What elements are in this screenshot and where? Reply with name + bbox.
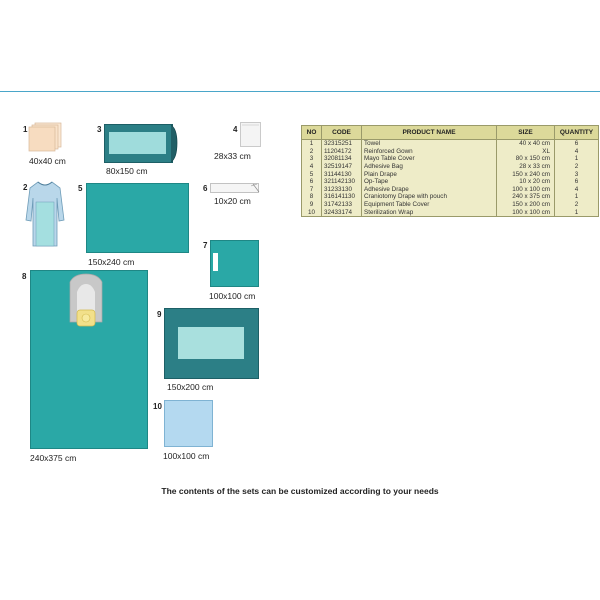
cell-code: 316141130 (322, 193, 362, 201)
cell-quantity: 6 (555, 178, 599, 186)
towel-icon (28, 122, 64, 154)
cell-code: 32315251 (322, 140, 362, 148)
cell-size: 100 x 100 cm (497, 186, 555, 194)
cell-size: 150 x 200 cm (497, 201, 555, 209)
gown-icon (24, 180, 66, 250)
item-size-label: 10x20 cm (214, 196, 251, 206)
item-number: 3 (97, 125, 102, 134)
item-number: 7 (203, 241, 208, 250)
header-size: SIZE (497, 126, 555, 140)
table-row (302, 163, 599, 171)
cell-no: 10 (302, 208, 322, 216)
table-row (302, 201, 599, 209)
table-row (302, 140, 599, 148)
cell-no: 6 (302, 178, 322, 186)
table-row (302, 178, 599, 186)
cell-size: 28 x 33 cm (497, 163, 555, 171)
cell-code: 321142130 (322, 178, 362, 186)
cell-product-name: Op-Tape (362, 178, 497, 186)
item-size-label: 40x40 cm (29, 156, 66, 166)
header-code: CODE (322, 126, 362, 140)
table-row (302, 193, 599, 201)
item-size-label: 80x150 cm (106, 166, 148, 176)
sterilization-wrap-icon (164, 400, 213, 447)
table-row (302, 208, 599, 216)
product-table (301, 125, 599, 217)
header-quantity: QUANTITY (555, 126, 599, 140)
table-row (302, 186, 599, 194)
cell-product-name: Equipment Table Cover (362, 201, 497, 209)
header-product-name: PRODUCT NAME (362, 126, 497, 140)
cell-no: 3 (302, 155, 322, 163)
cell-product-name: Sterilization Wrap (362, 208, 497, 216)
cell-quantity: 6 (555, 140, 599, 148)
cell-product-name: Towel (362, 140, 497, 148)
footer-note: The contents of the sets can be customized according to your needs (161, 486, 439, 496)
cell-no: 4 (302, 163, 322, 171)
table-row (302, 148, 599, 156)
cell-quantity: 1 (555, 193, 599, 201)
item-number: 8 (22, 272, 27, 281)
craniotomy-drape-icon (30, 270, 148, 450)
cell-no: 1 (302, 140, 322, 148)
cell-product-name: Adhesive Drape (362, 186, 497, 194)
adhesive-drape-icon (210, 240, 260, 288)
cell-quantity: 4 (555, 148, 599, 156)
cell-quantity: 1 (555, 208, 599, 216)
cell-no: 2 (302, 148, 322, 156)
cell-size: XL (497, 148, 555, 156)
cell-code: 31742133 (322, 201, 362, 209)
cell-product-name: Mayo Table Cover (362, 155, 497, 163)
cell-size: 10 x 20 cm (497, 178, 555, 186)
cell-code: 11204172 (322, 148, 362, 156)
item-size-label: 150x240 cm (88, 257, 135, 267)
op-tape-icon (210, 183, 260, 195)
cell-code: 31144130 (322, 170, 362, 178)
cell-no: 5 (302, 170, 322, 178)
plain-drape-icon (86, 183, 189, 253)
cell-size: 240 x 375 cm (497, 193, 555, 201)
cell-code: 32519147 (322, 163, 362, 171)
cell-size: 40 x 40 cm (497, 140, 555, 148)
cell-quantity: 4 (555, 186, 599, 194)
header-rule (0, 91, 600, 92)
cell-product-name: Craniotomy Drape with pouch (362, 193, 497, 201)
cell-size: 150 x 240 cm (497, 170, 555, 178)
item-number: 2 (23, 183, 28, 192)
cell-product-name: Reinforced Gown (362, 148, 497, 156)
equipment-cover-icon (164, 308, 260, 380)
cell-size: 80 x 150 cm (497, 155, 555, 163)
cell-quantity: 3 (555, 170, 599, 178)
item-number: 4 (233, 125, 238, 134)
mayo-cover-icon (104, 124, 178, 164)
cell-code: 32433174 (322, 208, 362, 216)
table-row (302, 155, 599, 163)
cell-size: 100 x 100 cm (497, 208, 555, 216)
item-number: 9 (157, 310, 162, 319)
table-header-row (302, 126, 599, 140)
adhesive-bag-icon (240, 122, 262, 148)
cell-code: 32081134 (322, 155, 362, 163)
cell-product-name: Adhesive Bag (362, 163, 497, 171)
cell-quantity: 1 (555, 155, 599, 163)
item-size-label: 100x100 cm (209, 291, 256, 301)
cell-product-name: Plain Drape (362, 170, 497, 178)
item-number: 5 (78, 184, 83, 193)
item-number: 1 (23, 125, 28, 134)
item-size-label: 100x100 cm (163, 451, 210, 461)
cell-quantity: 2 (555, 163, 599, 171)
cell-no: 8 (302, 193, 322, 201)
cell-quantity: 2 (555, 201, 599, 209)
item-number: 10 (153, 402, 162, 411)
header-no: NO (302, 126, 322, 140)
item-number: 6 (203, 184, 208, 193)
cell-no: 9 (302, 201, 322, 209)
table-row (302, 170, 599, 178)
item-size-label: 240x375 cm (30, 453, 77, 463)
item-size-label: 28x33 cm (214, 151, 251, 161)
cell-code: 31233130 (322, 186, 362, 194)
item-size-label: 150x200 cm (167, 382, 214, 392)
cell-no: 7 (302, 186, 322, 194)
